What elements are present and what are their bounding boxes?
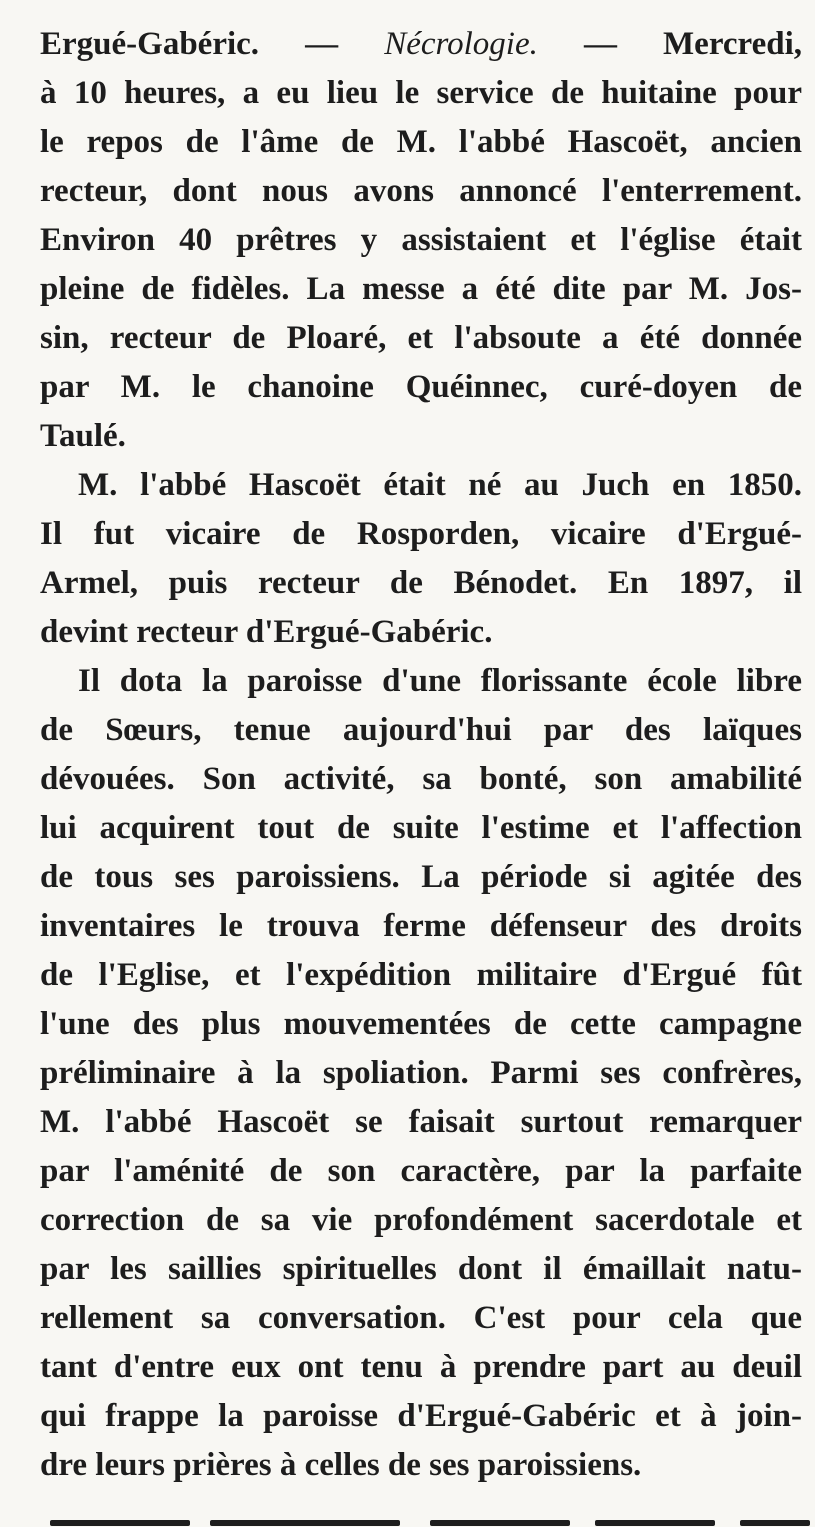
- text-line: de l'Eglise, et l'expédition militaire d'Ergué fût: [40, 957, 802, 993]
- text-line: Environ 40 prêtres y assistaient et l'église était: [40, 222, 802, 258]
- text-line: rellement sa conversation. C'est pour cela que: [40, 1300, 802, 1336]
- text-line: à 10 heures, a eu lieu le service de huitaine pour: [40, 75, 802, 111]
- text-line: par l'aménité de son caractère, par la parfaite: [40, 1153, 802, 1189]
- text-line: Armel, puis recteur de Bénodet. En 1897, il: [40, 565, 802, 601]
- paragraph-first-line: Il dota la paroisse d'une florissante école libre: [78, 663, 802, 699]
- text-line-last: Taulé.: [40, 418, 126, 454]
- obituary-article: [40, 20, 802, 1490]
- text-line: de tous ses paroissiens. La période si agitée des: [40, 859, 802, 895]
- text-line: inventaires le trouva ferme défenseur des droits: [40, 908, 802, 944]
- heading-dash: —: [259, 26, 385, 62]
- paragraph-first-line: M. l'abbé Hascoët était né au Juch en 1850.: [78, 467, 802, 503]
- text-line: tant d'entre eux ont tenu à prendre part au deuil: [40, 1349, 802, 1385]
- heading-place: Ergué-Gabéric.: [40, 26, 260, 62]
- text-line: recteur, dont nous avons annoncé l'enterrement.: [40, 173, 802, 209]
- text-line: lui acquirent tout de suite l'estime et l'affection: [40, 810, 802, 846]
- heading-rubric: Nécrologie.: [384, 26, 538, 62]
- text-line: sin, recteur de Ploaré, et l'absoute a été donnée: [40, 320, 802, 356]
- text-line: dévouées. Son activité, sa bonté, son amabilité: [40, 761, 802, 797]
- cropped-next-line: [50, 1508, 810, 1527]
- heading-dash: —: [537, 26, 664, 62]
- text-line-last: devint recteur d'Ergué-Gabéric.: [40, 614, 493, 650]
- text-line: qui frappe la paroisse d'Ergué-Gabéric et à join-: [40, 1398, 802, 1434]
- text-line: correction de sa vie profondément sacerdotale et: [40, 1202, 802, 1238]
- text-line: par les saillies spirituelles dont il émaillait natu-: [40, 1251, 802, 1287]
- text-line: Il fut vicaire de Rosporden, vicaire d'Ergué-: [40, 516, 802, 552]
- heading-line: [40, 20, 802, 69]
- text-line: l'une des plus mouvementées de cette campagne: [40, 1006, 802, 1042]
- text-line: le repos de l'âme de M. l'abbé Hascoët, ancien: [40, 124, 802, 160]
- text-line-last: dre leurs prières à celles de ses paroissiens.: [40, 1447, 642, 1483]
- text-line: par M. le chanoine Quéinnec, curé-doyen de: [40, 369, 802, 405]
- text-line: de Sœurs, tenue aujourd'hui par des laïques: [40, 712, 802, 748]
- heading-lead: Mercredi,: [663, 26, 802, 62]
- text-line: M. l'abbé Hascoët se faisait surtout remarquer: [40, 1104, 802, 1140]
- text-line: préliminaire à la spoliation. Parmi ses confrères,: [40, 1055, 802, 1091]
- text-line: pleine de fidèles. La messe a été dite par M. Jos-: [40, 271, 802, 307]
